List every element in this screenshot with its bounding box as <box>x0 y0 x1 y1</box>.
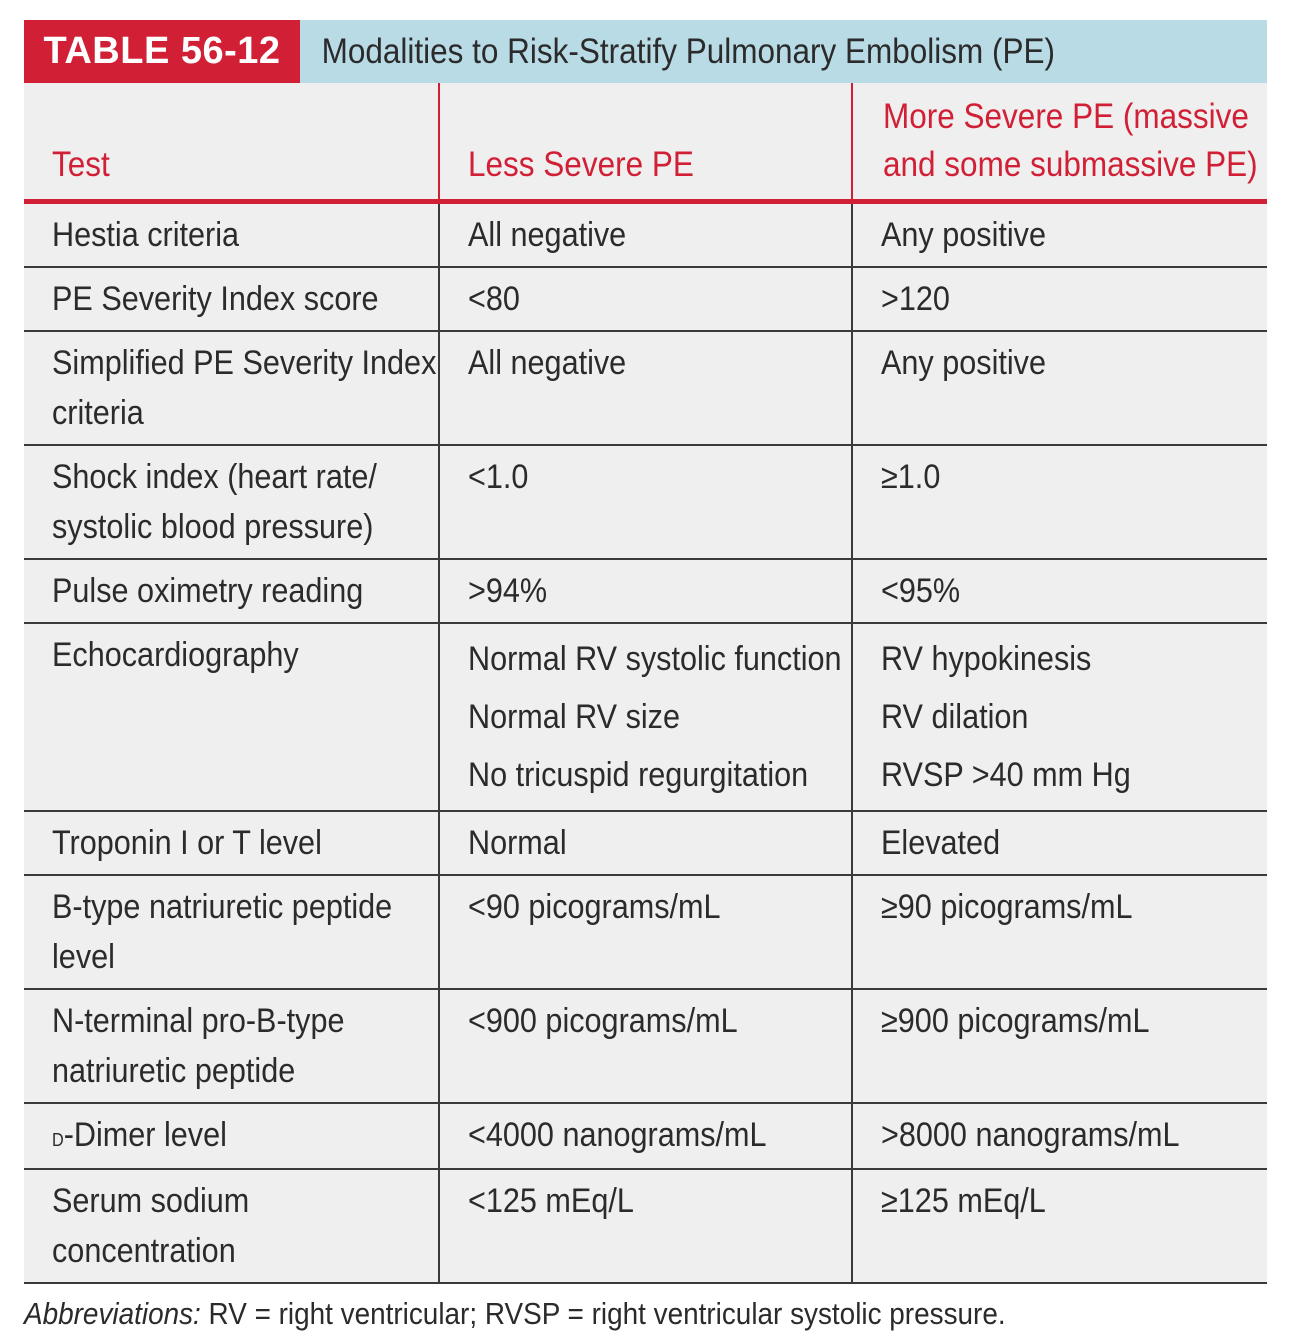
cell-line: Normal <box>468 824 567 862</box>
cell-more-severe <box>852 1169 1267 1283</box>
cell-less-severe <box>439 445 852 559</box>
cell-line: natriuretic peptide <box>52 1052 296 1090</box>
cell-text: -Dimer level <box>63 1116 227 1154</box>
cell-less-severe <box>439 1103 852 1169</box>
cell-line: criteria <box>52 394 144 432</box>
cell-test <box>24 559 439 623</box>
cell-line: ≥900 picograms/mL <box>881 1002 1150 1040</box>
table-row <box>24 1103 1267 1169</box>
cell-line: Shock index (heart rate/ <box>52 458 377 496</box>
cell-line: >120 <box>881 280 950 318</box>
cell-test <box>24 445 439 559</box>
footnote-label: Abbreviations: <box>24 1296 201 1331</box>
table-row <box>24 559 1267 623</box>
cell-line: PE Severity Index score <box>52 280 379 318</box>
header-test: Test <box>24 83 439 202</box>
cell-line: Hestia criteria <box>52 216 240 254</box>
risk-stratify-table <box>24 83 1267 1284</box>
cell-line: <4000 nanograms/mL <box>468 1116 767 1154</box>
cell-test <box>24 202 439 268</box>
cell-test <box>24 811 439 875</box>
cell-more-severe <box>852 559 1267 623</box>
cell-line: ≥90 picograms/mL <box>881 888 1133 926</box>
cell-less-severe <box>439 875 852 989</box>
cell-line: <95% <box>881 572 961 610</box>
table-row <box>24 202 1267 268</box>
cell-less-severe <box>439 989 852 1103</box>
cell-line: Pulse oximetry reading <box>52 572 364 610</box>
cell-line: Serum sodium <box>52 1182 250 1220</box>
cell-test <box>24 1169 439 1283</box>
cell-line: systolic blood pressure) <box>52 508 374 546</box>
cell-test <box>24 875 439 989</box>
table-row <box>24 811 1267 875</box>
cell-line: N-terminal pro-B-type <box>52 1002 345 1040</box>
cell-test <box>24 267 439 331</box>
cell-line: <80 <box>468 280 520 318</box>
cell-more-severe <box>852 623 1267 811</box>
cell-test <box>24 623 439 811</box>
cell-more-severe <box>852 875 1267 989</box>
cell-less-severe <box>439 811 852 875</box>
cell-test <box>24 989 439 1103</box>
cell-less-severe <box>439 559 852 623</box>
footnote <box>24 1296 1143 1332</box>
cell-test <box>24 1103 439 1169</box>
table-container <box>24 20 1267 1332</box>
cell-line: Any positive <box>881 344 1046 382</box>
table-title: Modalities to Risk-Stratify Pulmonary Embolism (PE) <box>321 31 1056 71</box>
header-more-severe: More Severe PE (massive and some submassive PE) <box>852 83 1267 202</box>
table-number-tag: TABLE 56-12 <box>24 20 300 83</box>
cell-line: >8000 nanograms/mL <box>881 1116 1180 1154</box>
header-row <box>24 83 1267 202</box>
cell-line: level <box>52 938 115 976</box>
table-body <box>24 202 1267 1284</box>
cell-line <box>52 1110 390 1162</box>
table-title-bar <box>24 20 1267 83</box>
table-row <box>24 267 1267 331</box>
cell-line: ≥125 mEq/L <box>881 1182 1046 1220</box>
cell-test <box>24 331 439 445</box>
cell-more-severe <box>852 1103 1267 1169</box>
cell-line: RV hypokinesis <box>881 640 1092 678</box>
cell-line: Normal RV size <box>468 698 680 736</box>
cell-line: <125 mEq/L <box>468 1182 634 1220</box>
cell-less-severe <box>439 1169 852 1283</box>
small-caps-prefix: d <box>52 1122 64 1152</box>
cell-more-severe <box>852 331 1267 445</box>
cell-line: Normal RV systolic function <box>468 640 842 678</box>
table-row <box>24 1169 1267 1283</box>
cell-less-severe <box>439 623 852 811</box>
cell-line: concentration <box>52 1232 236 1270</box>
cell-more-severe <box>852 202 1267 268</box>
table-row <box>24 623 1267 811</box>
table-row <box>24 331 1267 445</box>
cell-line: <1.0 <box>468 458 529 496</box>
table-row <box>24 875 1267 989</box>
header-less-severe: Less Severe PE <box>439 83 852 202</box>
cell-line: ≥1.0 <box>881 458 941 496</box>
cell-line: Any positive <box>881 216 1046 254</box>
cell-line: Simplified PE Severity Index <box>52 344 437 382</box>
cell-less-severe <box>439 267 852 331</box>
table-row <box>24 989 1267 1103</box>
cell-line: No tricuspid regurgitation <box>468 756 809 794</box>
cell-more-severe <box>852 811 1267 875</box>
cell-less-severe <box>439 331 852 445</box>
cell-line: RVSP >40 mm Hg <box>881 756 1131 794</box>
cell-more-severe <box>852 445 1267 559</box>
cell-line: <900 picograms/mL <box>468 1002 738 1040</box>
cell-line: B-type natriuretic peptide <box>52 888 393 926</box>
cell-line: Echocardiography <box>52 636 299 674</box>
cell-line: All negative <box>468 344 627 382</box>
table-row <box>24 445 1267 559</box>
cell-line: >94% <box>468 572 548 610</box>
cell-line: Troponin I or T level <box>52 824 322 862</box>
cell-line: All negative <box>468 216 627 254</box>
footnote-text: RV = right ventricular; RVSP = right ventricular systolic pressure. <box>200 1296 1006 1331</box>
cell-line: Elevated <box>881 824 1001 862</box>
cell-less-severe <box>439 202 852 268</box>
cell-more-severe <box>852 989 1267 1103</box>
cell-more-severe <box>852 267 1267 331</box>
cell-line: RV dilation <box>881 698 1029 736</box>
cell-line: <90 picograms/mL <box>468 888 721 926</box>
